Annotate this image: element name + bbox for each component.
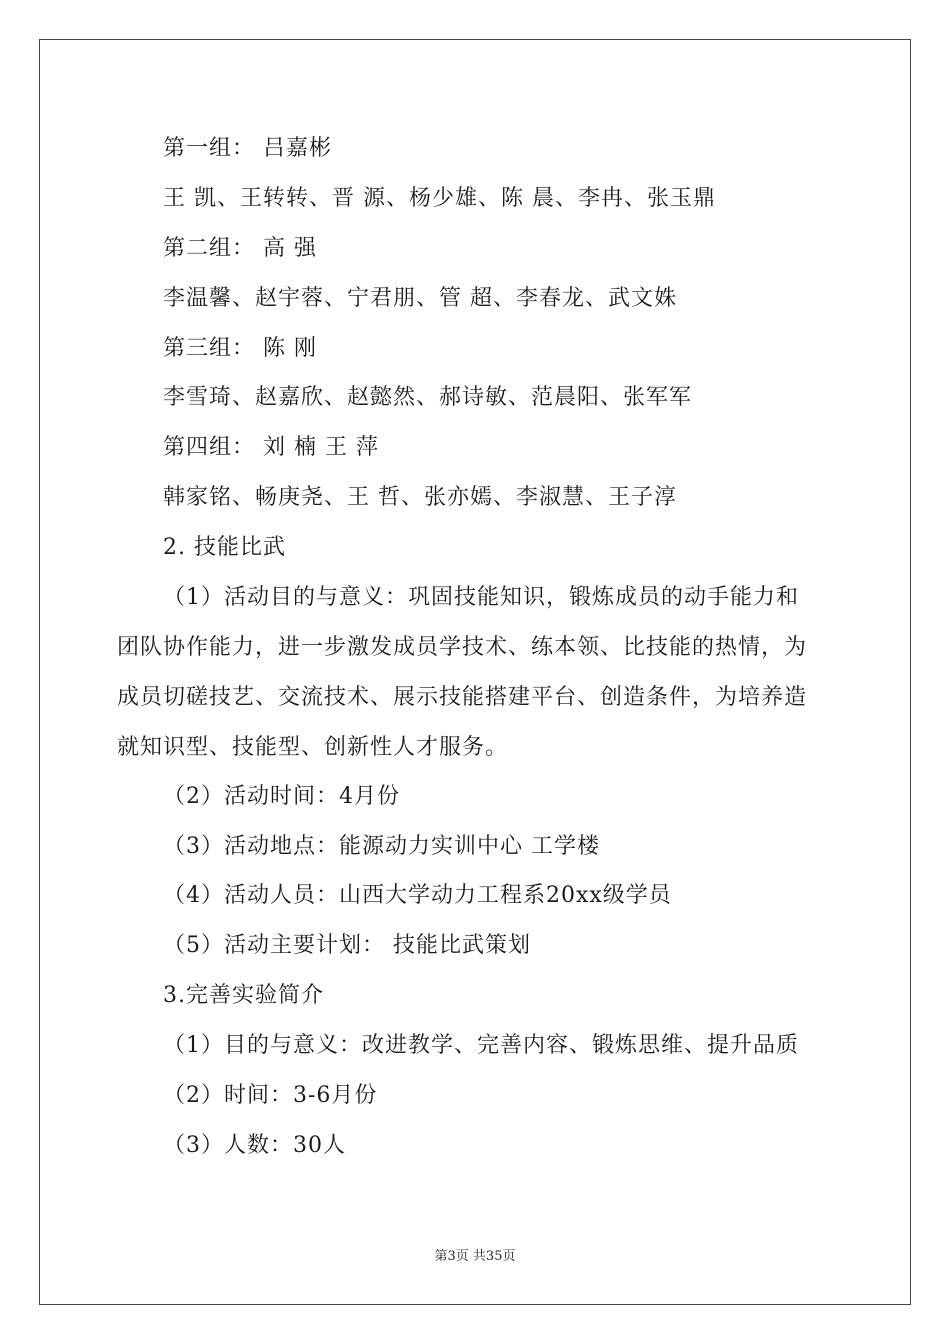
group-4-members: 韩家铭、畅庚尧、王 哲、张亦嫣、李淑慧、王子淳 bbox=[163, 485, 677, 510]
group-2-leader: 第二组： 高 强 bbox=[163, 236, 317, 261]
section-2-participants: （4）活动人员：山西大学动力工程系20xx级学员 bbox=[163, 883, 672, 908]
section-2-purpose-cont-1: 团队协作能力，进一步激发成员学技术、练本领、比技能的热情，为 bbox=[117, 635, 808, 660]
section-2-time: （2）活动时间：4月份 bbox=[163, 784, 400, 809]
page-frame bbox=[39, 39, 911, 1305]
section-2-purpose-cont-2: 成员切磋技艺、交流技术、展示技能搭建平台、创造条件，为培养造 bbox=[117, 685, 808, 710]
section-3-purpose: （1）目的与意义：改进教学、完善内容、锻炼思维、提升品质 bbox=[163, 1033, 799, 1058]
section-3-time: （2）时间：3-6月份 bbox=[163, 1083, 378, 1108]
section-3-headcount: （3）人数：30人 bbox=[163, 1133, 346, 1158]
section-3-heading: 3.完善实验简介 bbox=[163, 983, 324, 1008]
group-3-members: 李雪琦、赵嘉欣、赵懿然、郝诗敏、范晨阳、张军军 bbox=[163, 385, 693, 410]
page-footer: 第3页 共35页 bbox=[434, 1249, 516, 1264]
section-2-purpose: （1）活动目的与意义：巩固技能知识，锻炼成员的动手能力和 bbox=[163, 585, 799, 610]
group-2-members: 李温馨、赵宇蓉、宁君朋、管 超、李春龙、武文姝 bbox=[163, 286, 677, 311]
group-4-leader: 第四组： 刘 楠 王 萍 bbox=[163, 435, 379, 460]
group-3-leader: 第三组： 陈 刚 bbox=[163, 336, 317, 361]
section-2-heading: 2. 技能比武 bbox=[163, 535, 286, 560]
group-1-members: 王 凯、王转转、晋 源、杨少雄、陈 晨、李冉、张玉鼎 bbox=[163, 186, 716, 211]
section-2-purpose-cont-3: 就知识型、技能型、创新性人才服务。 bbox=[117, 735, 509, 760]
group-1-leader: 第一组： 吕嘉彬 bbox=[163, 136, 332, 161]
section-2-plan: （5）活动主要计划： 技能比武策划 bbox=[163, 933, 531, 958]
section-2-location: （3）活动地点：能源动力实训中心 工学楼 bbox=[163, 834, 600, 859]
